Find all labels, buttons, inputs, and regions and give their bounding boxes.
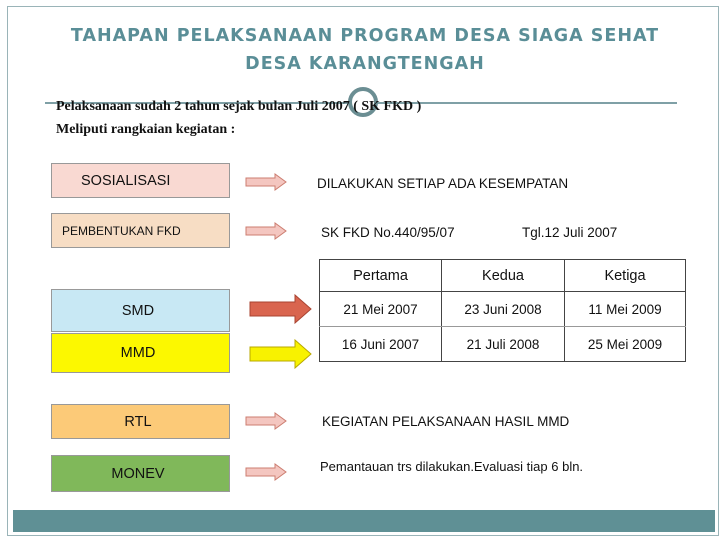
stage-label-mmd: MMD	[120, 345, 156, 361]
stage-box-smd	[51, 289, 230, 332]
arrow-right-icon	[249, 294, 313, 324]
intro-line-1: Pelaksanaan sudah 2 tahun sejak bulan Juli 2007 ( SK FKD )	[56, 99, 422, 114]
table-header: Kedua	[442, 260, 565, 292]
table-cell: 25 Mei 2009	[565, 327, 686, 362]
schedule-table	[319, 259, 686, 362]
table-header: Pertama	[320, 260, 442, 292]
fkd-decree-date: Tgl.12 Juli 2007	[522, 225, 618, 240]
table-header-row	[320, 260, 686, 292]
table-cell: 16 Juni 2007	[320, 327, 442, 362]
intro-line-2: Meliputi rangkaian kegiatan :	[56, 122, 236, 137]
table-row	[320, 292, 686, 327]
arrow-right-icon	[249, 339, 313, 369]
stage-box-sosialisasi	[51, 163, 230, 198]
stage-label-smd: SMD	[121, 302, 155, 319]
stage-label-monev: MONEV	[111, 465, 165, 482]
sosialisasi-description: DILAKUKAN SETIAP ADA KESEMPATAN	[317, 176, 569, 191]
arrow-right-icon	[245, 222, 287, 240]
table-cell: 23 Juni 2008	[442, 292, 565, 327]
stage-box-mmd	[51, 333, 230, 373]
table-cell: 11 Mei 2009	[565, 292, 686, 327]
slide-title: TAHAPAN PELAKSANAAN PROGRAM DESA SIAGA SEHAT	[70, 26, 660, 46]
stage-box-rtl	[51, 404, 230, 439]
stage-box-monev	[51, 455, 230, 492]
stage-label-pembentukan-fkd: PEMBENTUKAN FKD	[62, 223, 181, 238]
stage-label-sosialisasi: SOSIALISASI	[81, 172, 171, 189]
monev-description: Pemantauan trs dilakukan.Evaluasi tiap 6 bln.	[320, 459, 584, 474]
table-header: Ketiga	[565, 260, 686, 292]
footer-bar	[13, 510, 715, 532]
table-cell: 21 Juli 2008	[442, 327, 565, 362]
arrow-right-icon	[245, 463, 287, 481]
table-row	[320, 327, 686, 362]
arrow-right-icon	[245, 412, 287, 430]
table-cell: 21 Mei 2007	[320, 292, 442, 327]
fkd-decree-number: SK FKD No.440/95/07	[321, 225, 455, 240]
stage-label-rtl: RTL	[124, 413, 152, 430]
slide-subtitle: DESA KARANGTENGAH	[245, 54, 485, 74]
rtl-description: KEGIATAN PELAKSANAAN HASIL MMD	[322, 414, 570, 429]
arrow-right-icon	[245, 173, 287, 191]
stage-box-pembentukan-fkd	[51, 213, 230, 248]
